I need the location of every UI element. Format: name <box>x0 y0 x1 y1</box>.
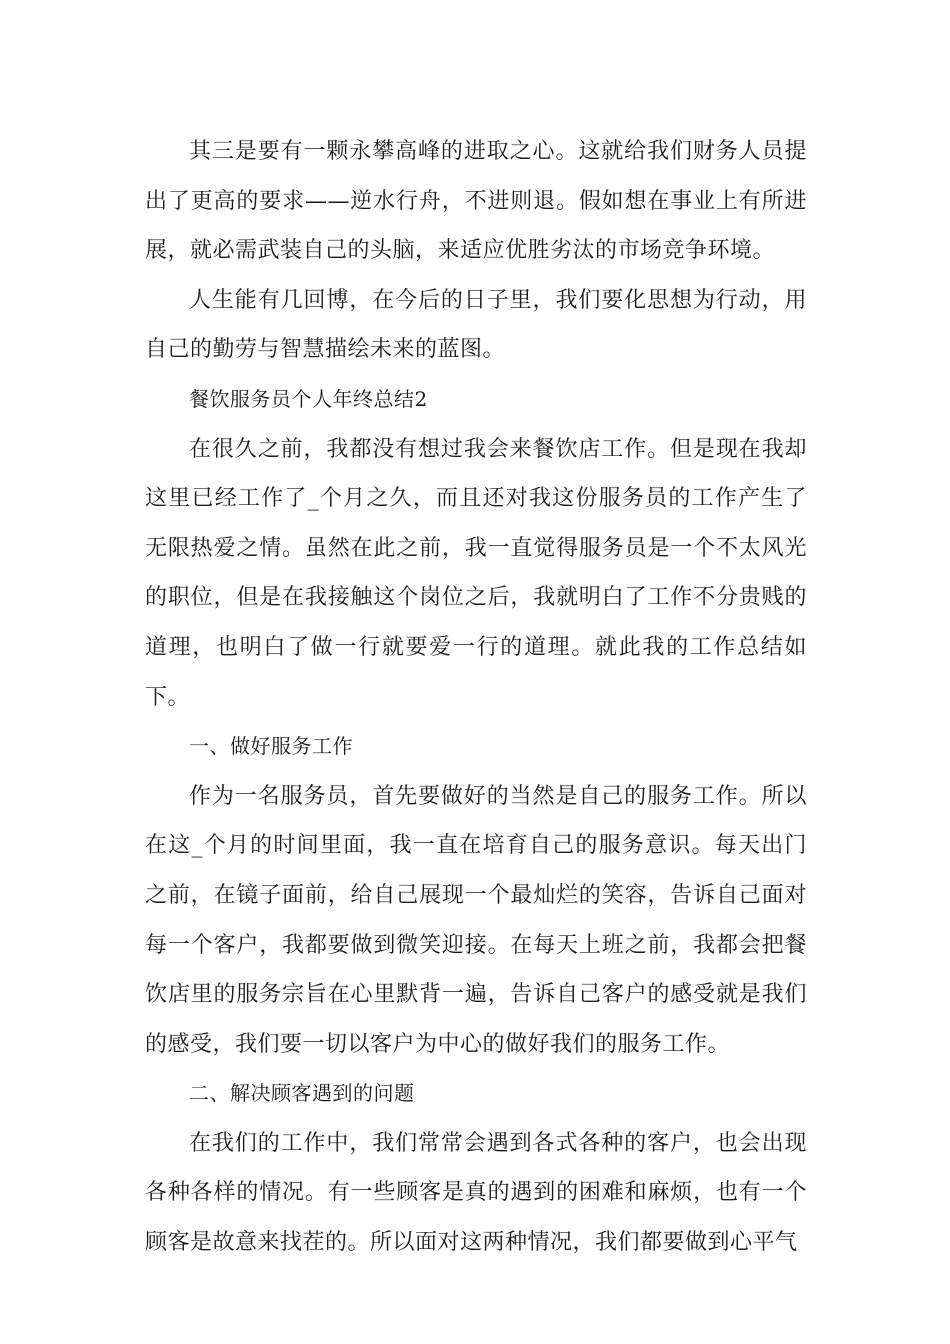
paragraph-ambition: 其三是要有一颗永攀高峰的进取之心。这就给我们财务人员提出了更高的要求——逆水行舟，不进则退。假如想在事业上有所进展，就必需武装自己的头脑，来适应优胜劣汰的市场竞争环境。 <box>145 139 807 264</box>
section-title-summary-2: 餐饮服务员个人年终总结2 <box>189 386 428 411</box>
paragraph-life-outlook: 人生能有几回博，在今后的日子里，我们要化思想为行动，用自己的勤劳与智慧描绘未来的蓝图。 <box>145 287 807 363</box>
document-page <box>145 127 807 1268</box>
paragraph-introduction: 在很久之前，我都没有想过我会来餐饮店工作。但是现在我却这里已经工作了_个月之久，而且还对我这份服务员的工作产生了无限热爱之情。虽然在此之前，我一直觉得服务员是一个不太风光的职位，但是在我接触这个岗位之后，我就明白了工作不分贵贱的道理，也明白了做一行就要爱一行的道理。就此我的工作总结如下。 <box>145 436 807 710</box>
paragraph-customer-problems: 在我们的工作中，我们常常会遇到各式各种的客户，也会出现各种各样的情况。有一些顾客是真的遇到的困难和麻烦，也有一个顾客是故意来找茬的。所以面对这两种情况，我们都要做到心平气 <box>145 1130 807 1256</box>
section-heading-customer-problems: 二、解决顾客遇到的问题 <box>189 1081 415 1106</box>
paragraph-service-work: 作为一名服务员，首先要做好的当然是自己的服务工作。所以在这_个月的时间里面，我一直在培育自己的服务意识。每天出门之前，在镜子面前，给自己展现一个最灿烂的笑容，告诉自己面对每一个客户，我都要做到微笑迎接。在每天上班之前，我都会把餐饮店里的服务宗旨在心里默背一遍，告诉自己客户的感受就是我们的感受，我们要一切以客户为中心的做好我们的服务工作。 <box>145 783 807 1057</box>
section-heading-service-work: 一、做好服务工作 <box>189 734 353 759</box>
